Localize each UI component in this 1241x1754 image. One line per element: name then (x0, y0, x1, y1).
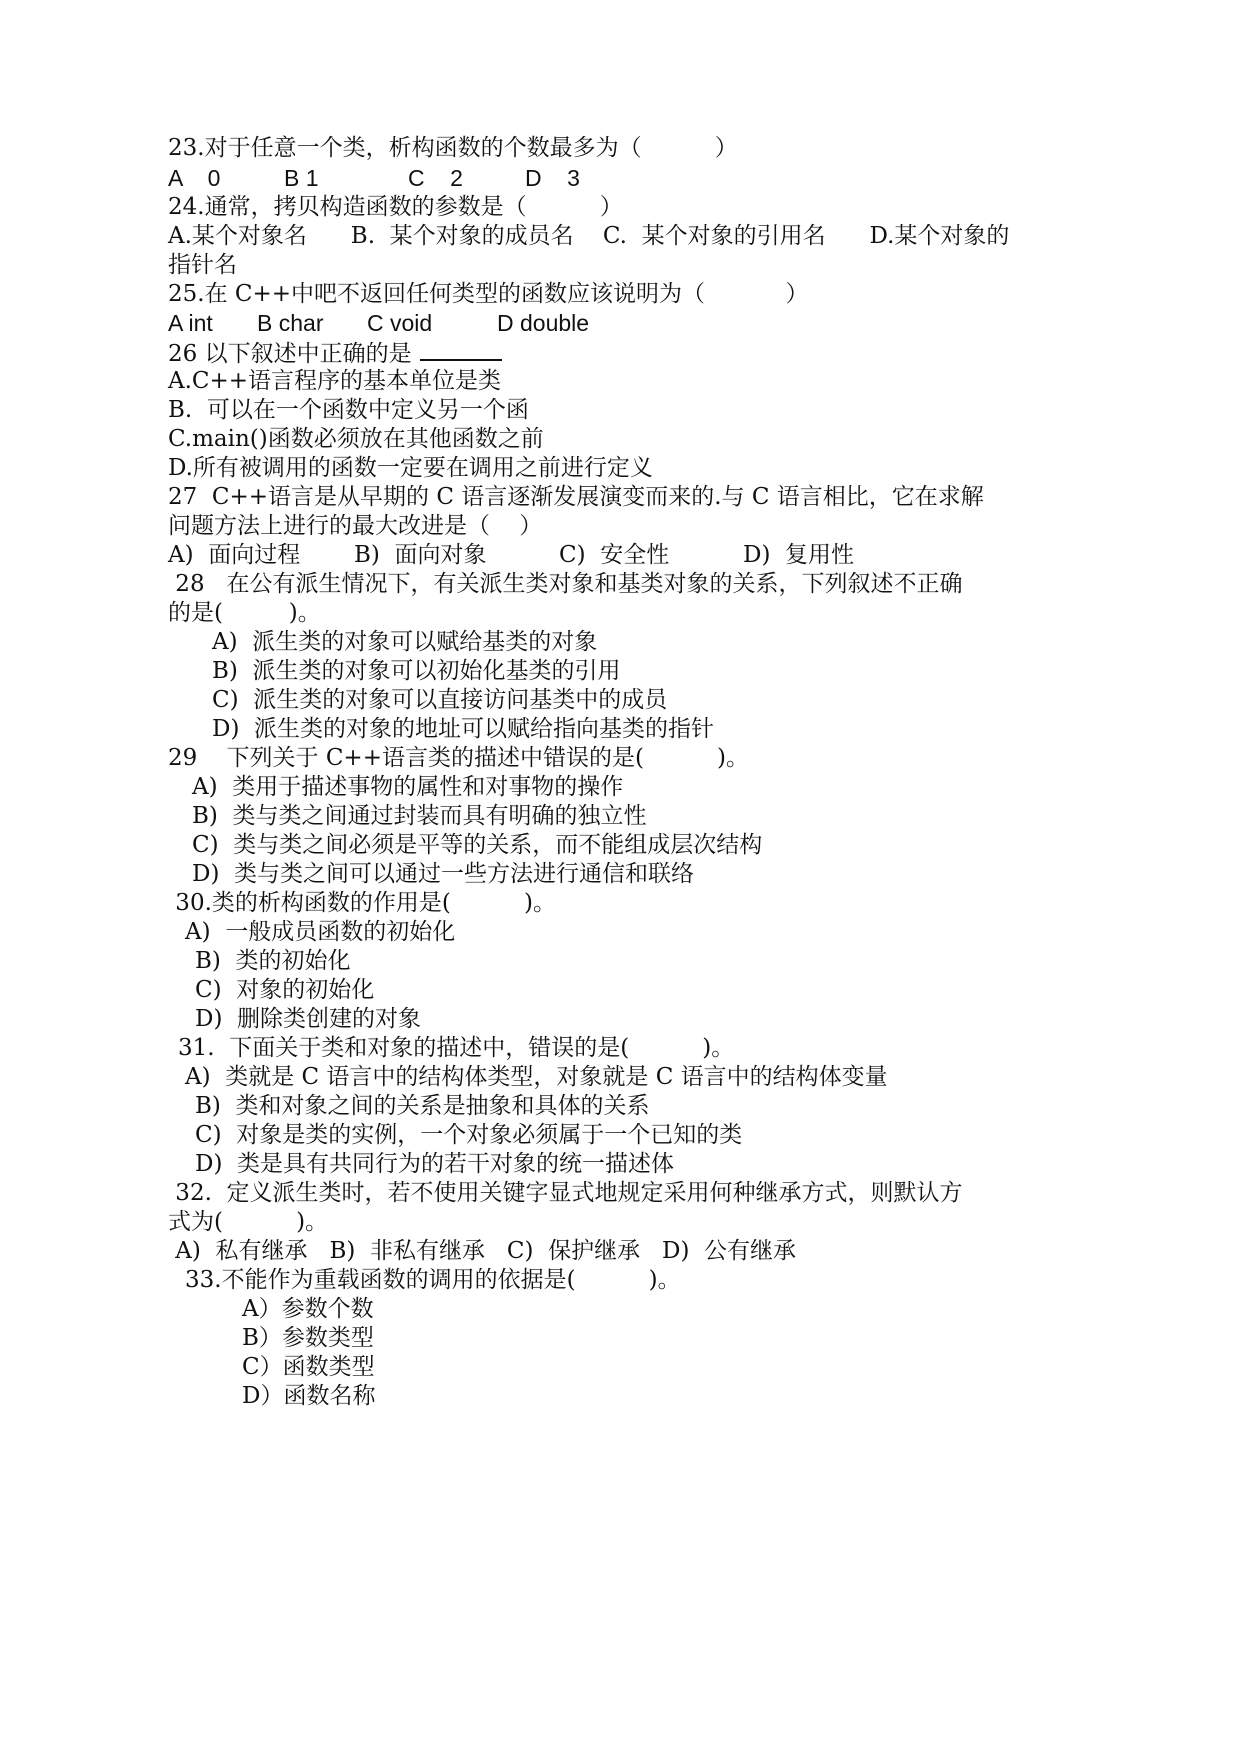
q31-option-d: D) 类是具有共同行为的若干对象的统一描述体 (195, 1151, 675, 1177)
q32-options: A) 私有继承 B) 非私有继承 C) 保护继承 D) 公有继承 (168, 1238, 797, 1264)
q30-option-b: B) 类的初始化 (195, 948, 351, 974)
q31-option-a: A) 类就是 C 语言中的结构体类型，对象就是 C 语言中的结构体变量 (185, 1064, 888, 1090)
q28-option-a: A) 派生类的对象可以赋给基类的对象 (212, 629, 598, 655)
q28-option-b: B) 派生类的对象可以初始化基类的引用 (212, 658, 621, 684)
q29-option-a: A) 类用于描述事物的属性和对事物的操作 (192, 774, 624, 800)
q32-stem-cont: 式为( )。 (168, 1209, 329, 1235)
q33-stem: 33.不能作为重载函数的调用的依据是( )。 (185, 1267, 681, 1293)
q23-option-c: C 2 (408, 165, 463, 191)
q28-option-d: D) 派生类的对象的地址可以赋给指向基类的指针 (212, 716, 715, 742)
q31-option-c: C) 对象是类的实例，一个对象必须属于一个已知的类 (195, 1122, 743, 1148)
q30-option-d: D) 删除类创建的对象 (195, 1006, 422, 1032)
q27-stem-cont: 问题方法上进行的最大改进是（ ） (168, 513, 543, 539)
q27-option-c: C) 安全性 (559, 542, 670, 568)
q32-stem: 32. 定义派生类时，若不使用关键字显式地规定采用何种继承方式，则默认方 (168, 1180, 963, 1206)
q24-stem: 24.通常，拷贝构造函数的参数是（ ） (168, 194, 623, 220)
q33-option-b: B）参数类型 (242, 1325, 374, 1351)
q31-option-b: B) 类和对象之间的关系是抽象和具体的关系 (195, 1093, 650, 1119)
q33-option-d: D）函数名称 (242, 1383, 376, 1409)
q25-option-b: B char (257, 310, 324, 336)
q25-option-a: A int (168, 310, 213, 336)
q25-stem: 25.在 C++中吧不返回任何类型的函数应该说明为（ ） (168, 281, 809, 307)
q24-options-cont: 指针名 (168, 252, 237, 278)
q24-options: A.某个对象名 B. 某个对象的成员名 C. 某个对象的引用名 D.某个对象的 (168, 223, 1010, 249)
q31-stem: 31. 下面关于类和对象的描述中，错误的是( )。 (178, 1035, 735, 1061)
q23-stem: 23.对于任意一个类，析构函数的个数最多为（ ） (168, 135, 738, 161)
q27-option-d: D) 复用性 (743, 542, 855, 568)
q30-option-c: C) 对象的初始化 (195, 977, 375, 1003)
q23-option-b: B 1 (284, 165, 319, 191)
q29-option-d: D) 类与类之间可以通过一些方法进行通信和联络 (192, 861, 695, 887)
q28-option-c: C) 派生类的对象可以直接访问基类中的成员 (212, 687, 668, 713)
q28-stem-cont: 的是( )。 (168, 600, 321, 626)
q29-option-b: B) 类与类之间通过封装而具有明确的独立性 (192, 803, 647, 829)
q28-stem: 28 在公有派生情况下，有关派生类对象和基类对象的关系，下列叙述不正确 (168, 571, 963, 597)
q26-option-d: D.所有被调用的函数一定要在调用之前进行定义 (168, 455, 653, 481)
q26-option-a: A.C++语言程序的基本单位是类 (168, 368, 502, 394)
q23-option-a: A 0 (168, 165, 221, 191)
q29-option-c: C) 类与类之间必须是平等的关系，而不能组成层次结构 (192, 832, 763, 858)
q29-stem: 29 下列关于 C++语言类的描述中错误的是( )。 (168, 745, 750, 771)
q25-option-d: D double (497, 310, 590, 336)
q25-option-c: C void (367, 310, 433, 336)
q27-option-a: A) 面向过程 (168, 542, 301, 568)
q27-stem: 27 C++语言是从早期的 C 语言逐渐发展演变而来的.与 C 语言相比，它在求解 (168, 484, 984, 510)
q30-option-a: A) 一般成员函数的初始化 (185, 919, 456, 945)
q27-option-b: B) 面向对象 (354, 542, 487, 568)
q23-option-d: D 3 (525, 165, 580, 191)
q26-stem (168, 337, 502, 369)
q30-stem: 30.类的析构函数的作用是( )。 (168, 890, 556, 916)
q26-option-b: B. 可以在一个函数中定义另一个函 (168, 397, 529, 423)
q26-option-c: C.main()函数必须放在其他函数之前 (168, 426, 544, 452)
answer-blank (420, 337, 502, 361)
q33-option-c: C）函数类型 (242, 1354, 375, 1380)
q26-stem-text: 26 以下叙述中正确的是 (168, 341, 412, 367)
q33-option-a: A）参数个数 (242, 1296, 374, 1322)
